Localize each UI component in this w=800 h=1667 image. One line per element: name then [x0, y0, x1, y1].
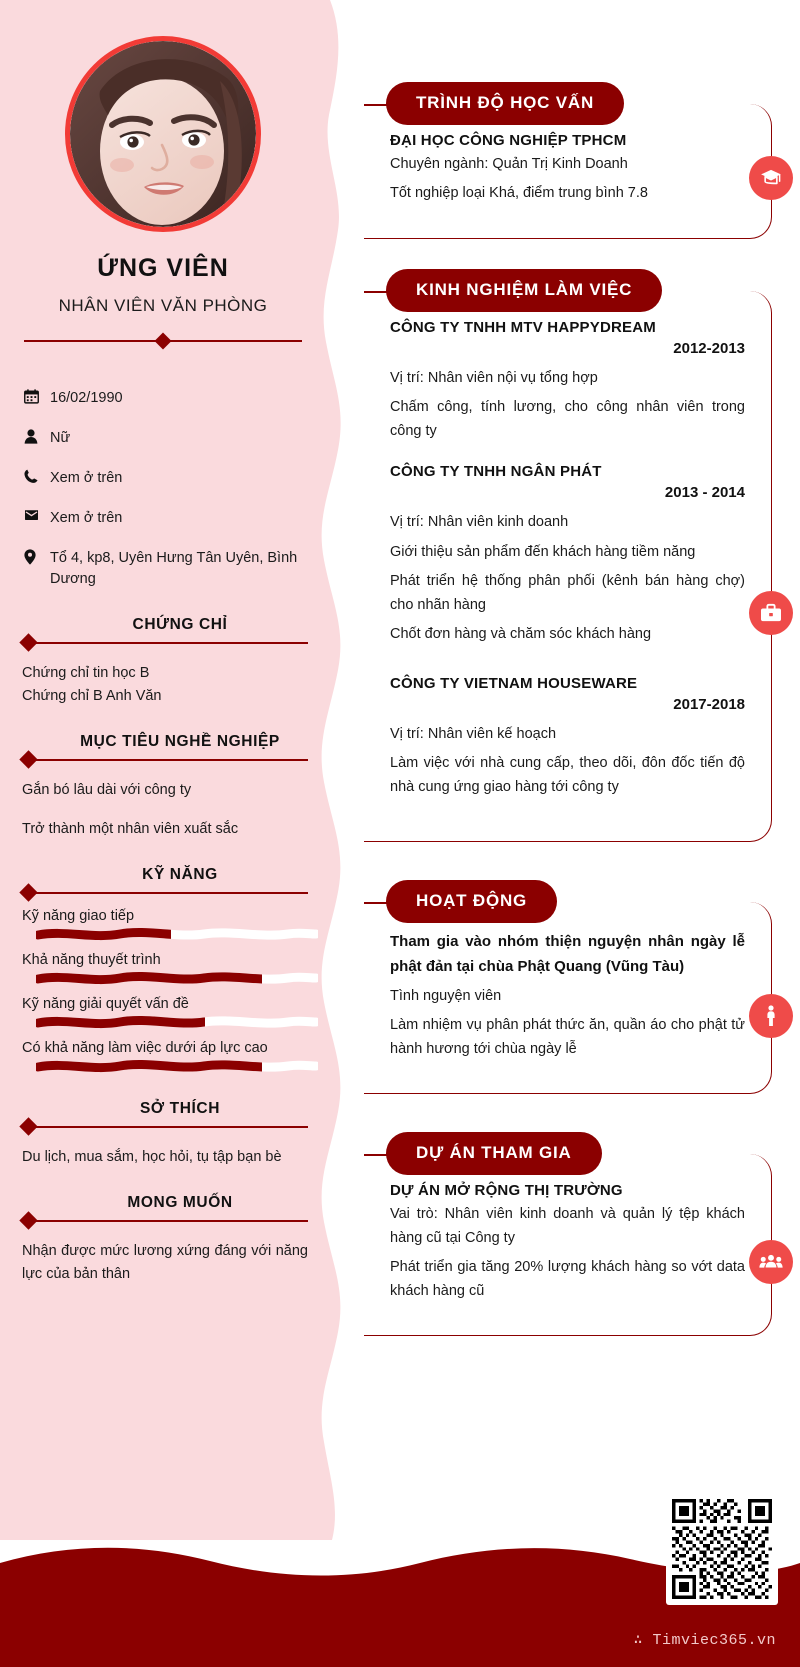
diamond-bullet-icon [19, 1212, 37, 1230]
skill-label: Khả năng thuyết trình [22, 951, 161, 968]
contact-item-phone [24, 468, 308, 489]
skill-label: Kỹ năng giải quyết vấn đề [22, 995, 189, 1012]
section-title: CHỨNG CHỈ [132, 616, 228, 634]
contact-item-address [24, 548, 308, 590]
date-range: 2013 - 2014 [664, 484, 745, 502]
skill-row [22, 1040, 308, 1074]
footer-brand: ∴ Timviec365.vn [633, 1632, 776, 1649]
list-item: Nhận được mức lương xứng đáng với năng lực của bản thân [22, 1243, 308, 1282]
contact-value: 16/02/1990 [50, 390, 123, 406]
detail-line: Tình nguyện viên [390, 987, 502, 1004]
section-body [22, 1140, 308, 1168]
section-header [22, 866, 308, 900]
skill-row [22, 952, 308, 986]
skill-progress-bar [36, 926, 318, 942]
skill-progress-bar [36, 1014, 318, 1030]
job-title: NHÂN VIÊN VĂN PHÒNG [58, 296, 268, 315]
person-icon [24, 428, 50, 444]
contact-value: Xem ở trên [50, 510, 123, 527]
section-skills [18, 866, 308, 1074]
contact-list [18, 388, 308, 590]
phone-icon [24, 468, 50, 484]
section-card [364, 291, 772, 842]
diamond-bullet-icon [19, 1117, 37, 1135]
section-hobbies [18, 1100, 308, 1168]
contact-value: Nữ [50, 430, 71, 447]
section-body [22, 773, 308, 840]
volunteer-person-icon [749, 994, 793, 1038]
graduation-cap-icon [749, 156, 793, 200]
detail-line: Chốt đơn hàng và chăm sóc khách hàng [390, 626, 652, 643]
detail-line: Vị trí: Nhân viên nội vụ tổng hợp [390, 369, 598, 386]
section-wishes [18, 1194, 308, 1285]
section-header [22, 1100, 308, 1134]
contact-item-email [24, 508, 308, 529]
detail-line: Làm nhiệm vụ phân phát thức ăn, quần áo cho phật tử hành hương tới chùa ngày lễ [390, 1017, 745, 1057]
detail-line: Chuyên ngành: Quản Trị Kinh Doanh [390, 156, 628, 172]
detail-line: Giới thiệu sản phẩm đến khách hàng tiềm năng [390, 543, 696, 560]
list-item: Chứng chỉ B Anh Văn [22, 687, 162, 704]
section-title: KỸ NĂNG [142, 865, 218, 883]
org-name: CÔNG TY VIETNAM HOUSEWARE [390, 674, 638, 692]
map-pin-icon [24, 548, 50, 565]
section-card [364, 902, 772, 1094]
skill-row [22, 908, 308, 942]
project-name: DỰ ÁN MỞ RỘNG THỊ TRƯỜNG [390, 1182, 623, 1200]
avatar [65, 36, 261, 232]
list-item: Du lịch, mua sắm, học hỏi, tụ tập bạn bè [22, 1148, 282, 1165]
date-range: 2012-2013 [673, 339, 745, 357]
section-card [364, 1154, 772, 1336]
envelope-icon [24, 508, 50, 521]
section-title: HOẠT ĐỘNG [386, 880, 557, 923]
detail-line: Tốt nghiệp loại Khá, điểm trung bình 7.8 [390, 185, 648, 202]
detail-line: Làm việc với nhà cung cấp, theo dõi, đôn đốc tiến độ nhà cung ứng giao hàng tới công ty [390, 755, 745, 795]
section-title: TRÌNH ĐỘ HỌC VẤN [386, 82, 624, 125]
people-group-icon [749, 1240, 793, 1284]
detail-line: Chấm công, tính lương, cho công nhân viên trong công ty [390, 399, 745, 439]
detail-line: Vai trò: Nhân viên kinh doanh và quản lý tệp khách hàng cũ tại Công ty [390, 1206, 745, 1246]
section-title: MỤC TIÊU NGHỀ NGHIỆP [80, 733, 280, 751]
skill-row [22, 996, 308, 1030]
detail-line: Phát triển gia tăng 20% lượng khách hàng so vớt data khách hàng cũ [390, 1259, 745, 1299]
section-body [22, 656, 308, 707]
diamond-bullet-icon [19, 883, 37, 901]
org-name: ĐẠI HỌC CÔNG NGHIỆP TPHCM [390, 132, 627, 149]
section-projects [364, 1143, 772, 1336]
left-sidebar [0, 0, 352, 1540]
diamond-bullet-icon [19, 633, 37, 651]
section-title: MONG MUỐN [127, 1194, 233, 1212]
section-activities [364, 891, 772, 1094]
skill-progress-bar [36, 1058, 318, 1074]
main-content [352, 0, 800, 1667]
list-item: Chứng chỉ tin học B [22, 665, 150, 682]
candidate-photo [70, 41, 256, 227]
section-header [22, 1194, 308, 1228]
skill-label: Có khả năng làm việc dưới áp lực cao [22, 1039, 268, 1056]
portrait-illustration [70, 41, 256, 227]
detail-line: Vị trí: Nhân viên kế hoạch [390, 725, 557, 742]
list-item: Trở thành một nhân viên xuất sắc [22, 820, 239, 837]
diamond-bullet-icon [19, 750, 37, 768]
org-name: CÔNG TY TNHH NGÂN PHÁT [390, 463, 602, 481]
contact-item-gender [24, 428, 308, 449]
detail-line: Phát triển hệ thống phân phối (kênh bán hàng chợ) cho nhãn hàng [390, 573, 745, 613]
section-header [22, 616, 308, 650]
qr-code [666, 1493, 778, 1605]
section-education [364, 93, 772, 239]
contact-value: Tổ 4, kp8, Uyên Hưng Tân Uyên, Bình Dương [50, 550, 298, 588]
section-body [22, 1234, 308, 1285]
name-divider [24, 334, 302, 348]
date-range: 2017-2018 [673, 695, 745, 713]
skill-progress-bar [36, 970, 318, 986]
activity-headline: Tham gia vào nhóm thiện nguyện nhân ngày lễ phật đản tại chùa Phật Quang (Vũng Tàu) [390, 933, 745, 975]
org-name: CÔNG TY TNHH MTV HAPPYDREAM [390, 318, 656, 336]
contact-value: Xem ở trên [50, 470, 123, 487]
list-item: Gắn bó lâu dài với công ty [22, 782, 192, 799]
section-experience [364, 279, 772, 842]
contact-item-birthdate [24, 388, 308, 409]
section-title: DỰ ÁN THAM GIA [386, 1132, 602, 1175]
section-objective [18, 733, 308, 840]
briefcase-icon [749, 591, 793, 635]
section-title: SỞ THÍCH [139, 1099, 221, 1117]
calendar-icon [24, 388, 50, 404]
section-title: KINH NGHIỆM LÀM VIỆC [386, 269, 662, 312]
skill-label: Kỹ năng giao tiếp [22, 907, 135, 924]
section-certificates [18, 616, 308, 707]
detail-line: Vị trí: Nhân viên kinh doanh [390, 514, 569, 531]
page-title: ỨNG VIÊN [97, 254, 229, 282]
section-header [22, 733, 308, 767]
